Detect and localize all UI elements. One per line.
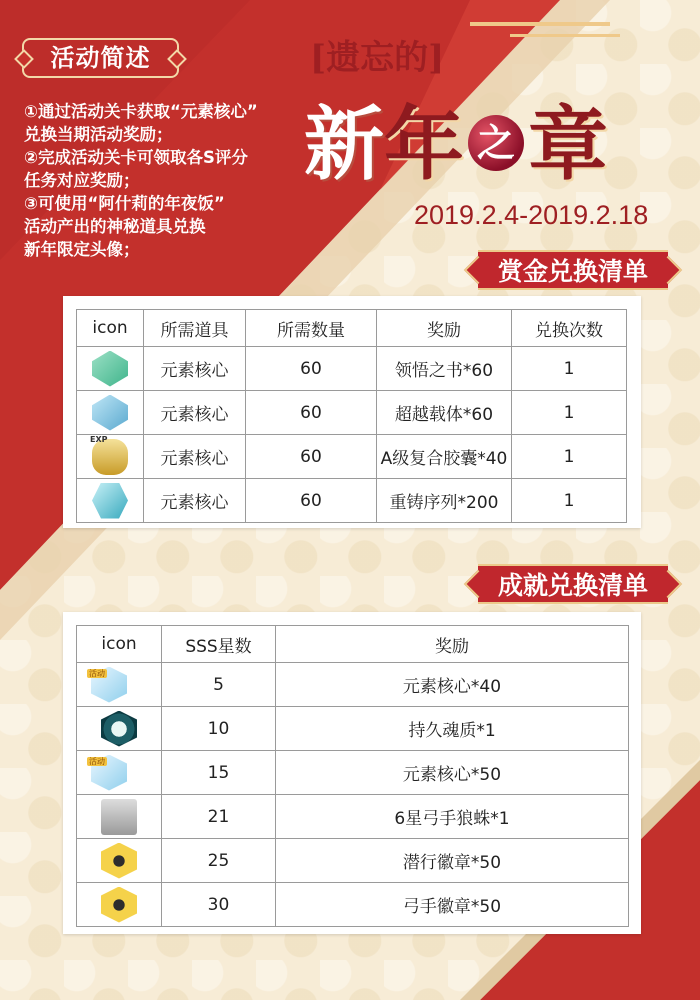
cell-times: 1 — [512, 479, 627, 523]
event-tag: 活动 — [89, 668, 105, 678]
event-tag: 活动 — [89, 756, 105, 766]
cell-reward: 6星弓手狼蛛*1 — [276, 795, 629, 839]
cell-reward: 超越载体*60 — [377, 391, 512, 435]
title-char: 年 — [384, 97, 464, 191]
cell-times: 1 — [512, 391, 627, 435]
desc-line: ①通过活动关卡获取“元素核心” — [24, 102, 258, 121]
cell-reward: 元素核心*40 — [276, 663, 629, 707]
column-header: 所需数量 — [246, 310, 377, 347]
title-subtitle: [遗忘的] — [310, 38, 445, 78]
activity-description-header: 活动简述 — [22, 38, 179, 78]
table-row — [77, 435, 627, 479]
column-header: 奖励 — [276, 626, 629, 663]
book-icon — [92, 351, 128, 387]
cell-reward: 元素核心*50 — [276, 751, 629, 795]
bounty-table-card — [63, 296, 641, 528]
desc-line: 任务对应奖励； — [24, 171, 140, 190]
achievement-table — [76, 625, 629, 927]
cell-reward: 持久魂质*1 — [276, 707, 629, 751]
cell-qty: 60 — [246, 479, 377, 523]
table-row — [77, 663, 629, 707]
cell-reward: A级复合胶囊*40 — [377, 435, 512, 479]
cell-qty: 60 — [246, 391, 377, 435]
cell-stars: 25 — [162, 839, 276, 883]
table-row — [77, 839, 629, 883]
cell-stars: 10 — [162, 707, 276, 751]
table-row — [77, 707, 629, 751]
archer-badge-icon — [101, 887, 137, 923]
cell-stars: 21 — [162, 795, 276, 839]
activity-description-text — [24, 100, 324, 261]
column-header: SSS星数 — [162, 626, 276, 663]
page-title — [304, 80, 608, 195]
cell-stars: 30 — [162, 883, 276, 927]
cell-stars: 15 — [162, 751, 276, 795]
capsule-icon — [90, 434, 128, 475]
cell-reward: 潜行徽章*50 — [276, 839, 629, 883]
column-header: icon — [77, 310, 144, 347]
cell-item: 元素核心 — [144, 391, 246, 435]
table-header-row — [77, 310, 627, 347]
column-header: 奖励 — [377, 310, 512, 347]
cell-reward: 领悟之书*60 — [377, 347, 512, 391]
cell-item: 元素核心 — [144, 347, 246, 391]
exp-label: EXP — [90, 434, 108, 444]
table-row — [77, 391, 627, 435]
cell-item: 元素核心 — [144, 435, 246, 479]
bounty-section-header: 赏金兑换清单 — [478, 250, 668, 290]
soul-icon — [101, 711, 137, 747]
achievement-table-card — [63, 612, 641, 934]
event-date: 2019.2.4-2019.2.18 — [414, 200, 649, 230]
gold-decor-lines — [470, 18, 630, 48]
table-row — [77, 751, 629, 795]
bounty-table — [76, 309, 627, 523]
desc-line: ③可使用“阿什莉的年夜饭” — [24, 194, 225, 213]
column-header: icon — [77, 626, 162, 663]
cell-times: 1 — [512, 435, 627, 479]
carrier-icon — [92, 395, 128, 431]
cell-reward: 弓手徽章*50 — [276, 883, 629, 927]
table-row — [77, 479, 627, 523]
desc-line: 新年限定头像； — [24, 240, 140, 259]
desc-line: ②完成活动关卡可领取各S评分 — [24, 148, 248, 167]
column-header: 所需道具 — [144, 310, 246, 347]
cell-reward: 重铸序列*200 — [377, 479, 512, 523]
cell-stars: 5 — [162, 663, 276, 707]
achievement-section-header: 成就兑换清单 — [478, 564, 668, 604]
stealth-badge-icon — [101, 843, 137, 879]
character-icon — [101, 799, 137, 835]
cell-times: 1 — [512, 347, 627, 391]
table-row — [77, 347, 627, 391]
title-char-emblem: 之 — [468, 115, 524, 171]
column-header: 兑换次数 — [512, 310, 627, 347]
title-char: 新 — [304, 97, 384, 191]
table-row — [77, 795, 629, 839]
desc-line: 兑换当期活动奖励； — [24, 125, 173, 144]
table-header-row — [77, 626, 629, 663]
title-char: 章 — [528, 97, 608, 191]
sequence-icon — [92, 483, 128, 519]
cell-qty: 60 — [246, 347, 377, 391]
desc-line: 活动产出的神秘道具兑换 — [24, 217, 206, 236]
cell-qty: 60 — [246, 435, 377, 479]
table-row — [77, 883, 629, 927]
cell-item: 元素核心 — [144, 479, 246, 523]
